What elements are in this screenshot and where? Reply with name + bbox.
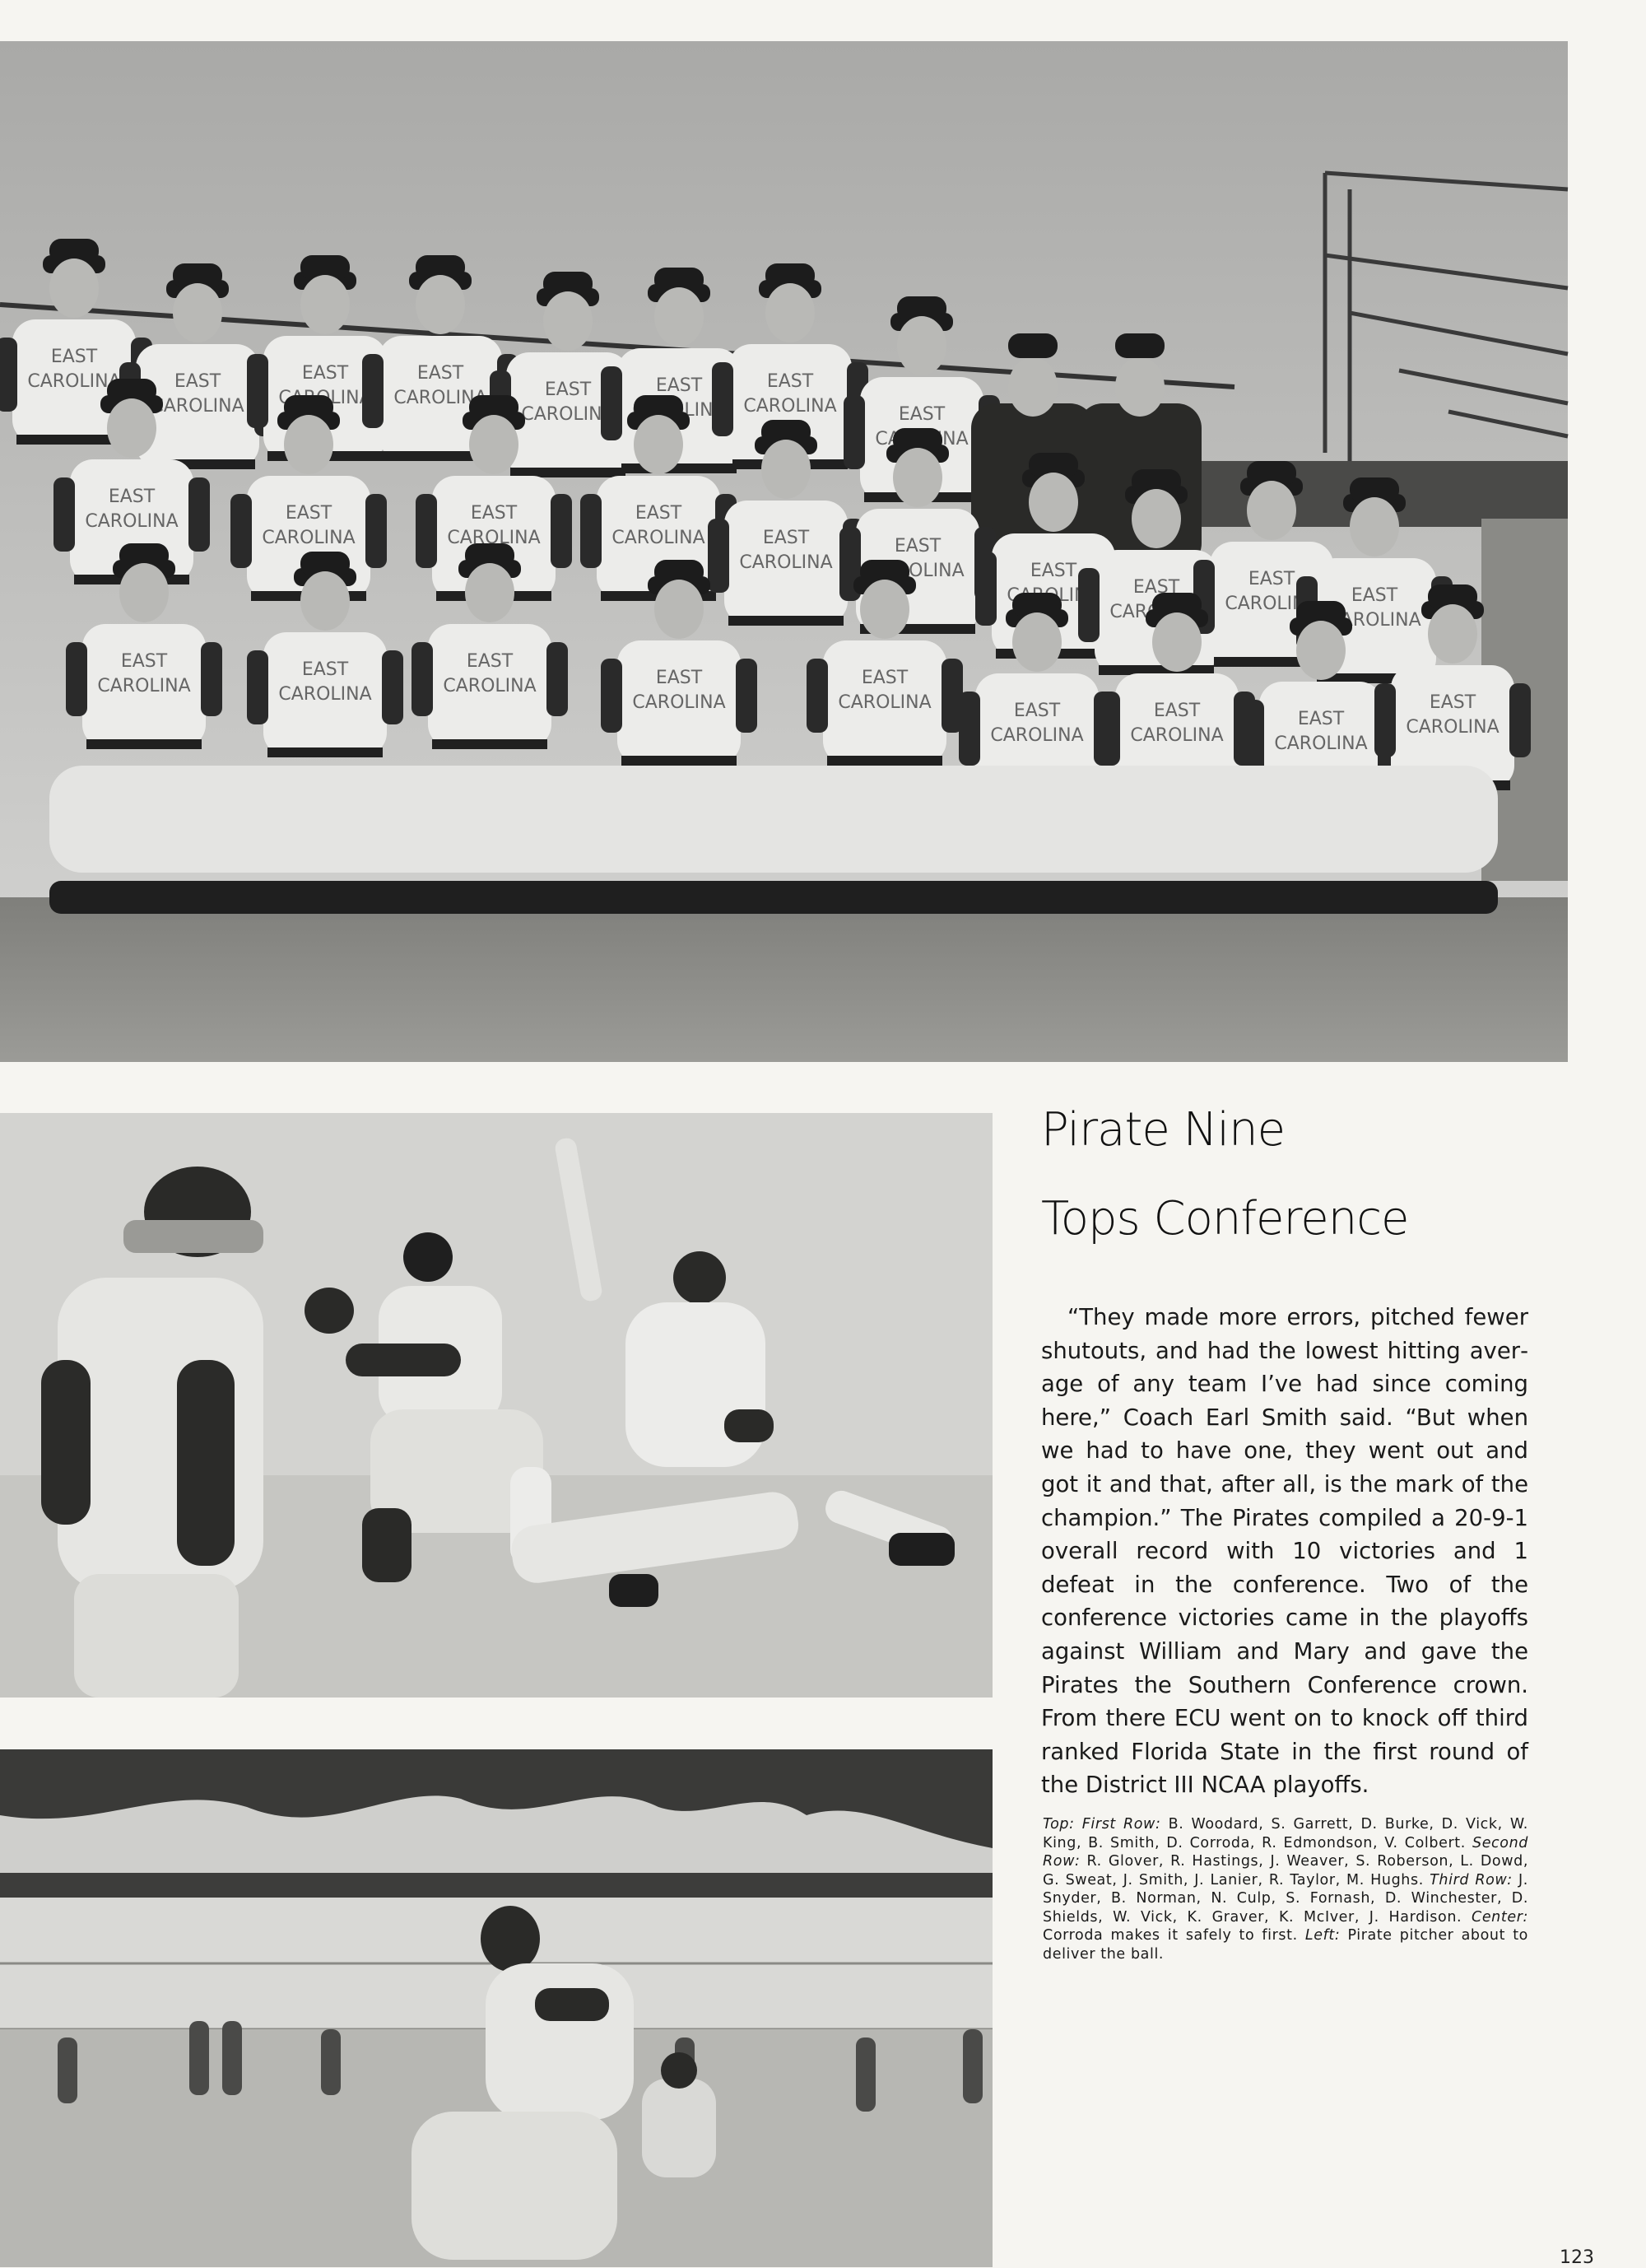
caption-first-row-label: First Row:	[1081, 1816, 1161, 1833]
center-photo	[0, 1113, 993, 1698]
caption-center: Corroda makes it safely to first.	[1043, 1927, 1298, 1944]
caption-left: Pirate pitcher about to deliver the ball.	[1043, 1927, 1528, 1963]
caption-second-row: R. Glover, R. Hastings, J. Weaver, S. Roberson, L. Dowd, G. Sweat, J. Smith, J. Lanier, R. Taylor, M. Hughs.	[1043, 1853, 1528, 1888]
caption-left-label: Left:	[1304, 1927, 1341, 1944]
caption-center-label: Center:	[1472, 1908, 1528, 1926]
page-number: 123	[1560, 2247, 1594, 2268]
team-photo	[0, 41, 1568, 1062]
headline-line-1: Pirate Nine	[1041, 1103, 1286, 1157]
headline-line-2: Tops Conference	[1041, 1192, 1409, 1246]
caption-second-row-label: Second Row:	[1043, 1834, 1528, 1870]
caption-third-row: J. Snyder, B. Norman, N. Culp, S. Fornash, D. Winchester, D. Shields, W. Vick, K. Graver, K. McIver, J. Hardison.	[1043, 1871, 1528, 1926]
article-body: “They made more errors, pitched fewer shutouts, and had the lowest hitting average of any team I’ve had since coming here,” Coach Earl Smith said. “But when we had to have one, they went out and got it and that, after all, is the mark of the champion.” The Pirates compiled a 20-9-1 overall record with 10 victories and 1 defeat in the conference. Two of the conference victories came in the playoffs against William and Mary and gave the Pirates the Southern Conference crown. From there ECU went on to knock off third ranked Florida State in the first round of the District III NCAA playoffs.	[1041, 1304, 1528, 1799]
caption-first-row: B. Woodard, S. Garrett, D. Burke, D. Vick, W. King, B. Smith, D. Corroda, R. Edmondson, V. Colbert.	[1043, 1816, 1528, 1851]
photo-caption	[1043, 1815, 1528, 1963]
left-photo	[0, 1749, 993, 2267]
caption-top-label: Top:	[1043, 1816, 1075, 1833]
caption-third-row-label: Third Row:	[1430, 1871, 1513, 1888]
